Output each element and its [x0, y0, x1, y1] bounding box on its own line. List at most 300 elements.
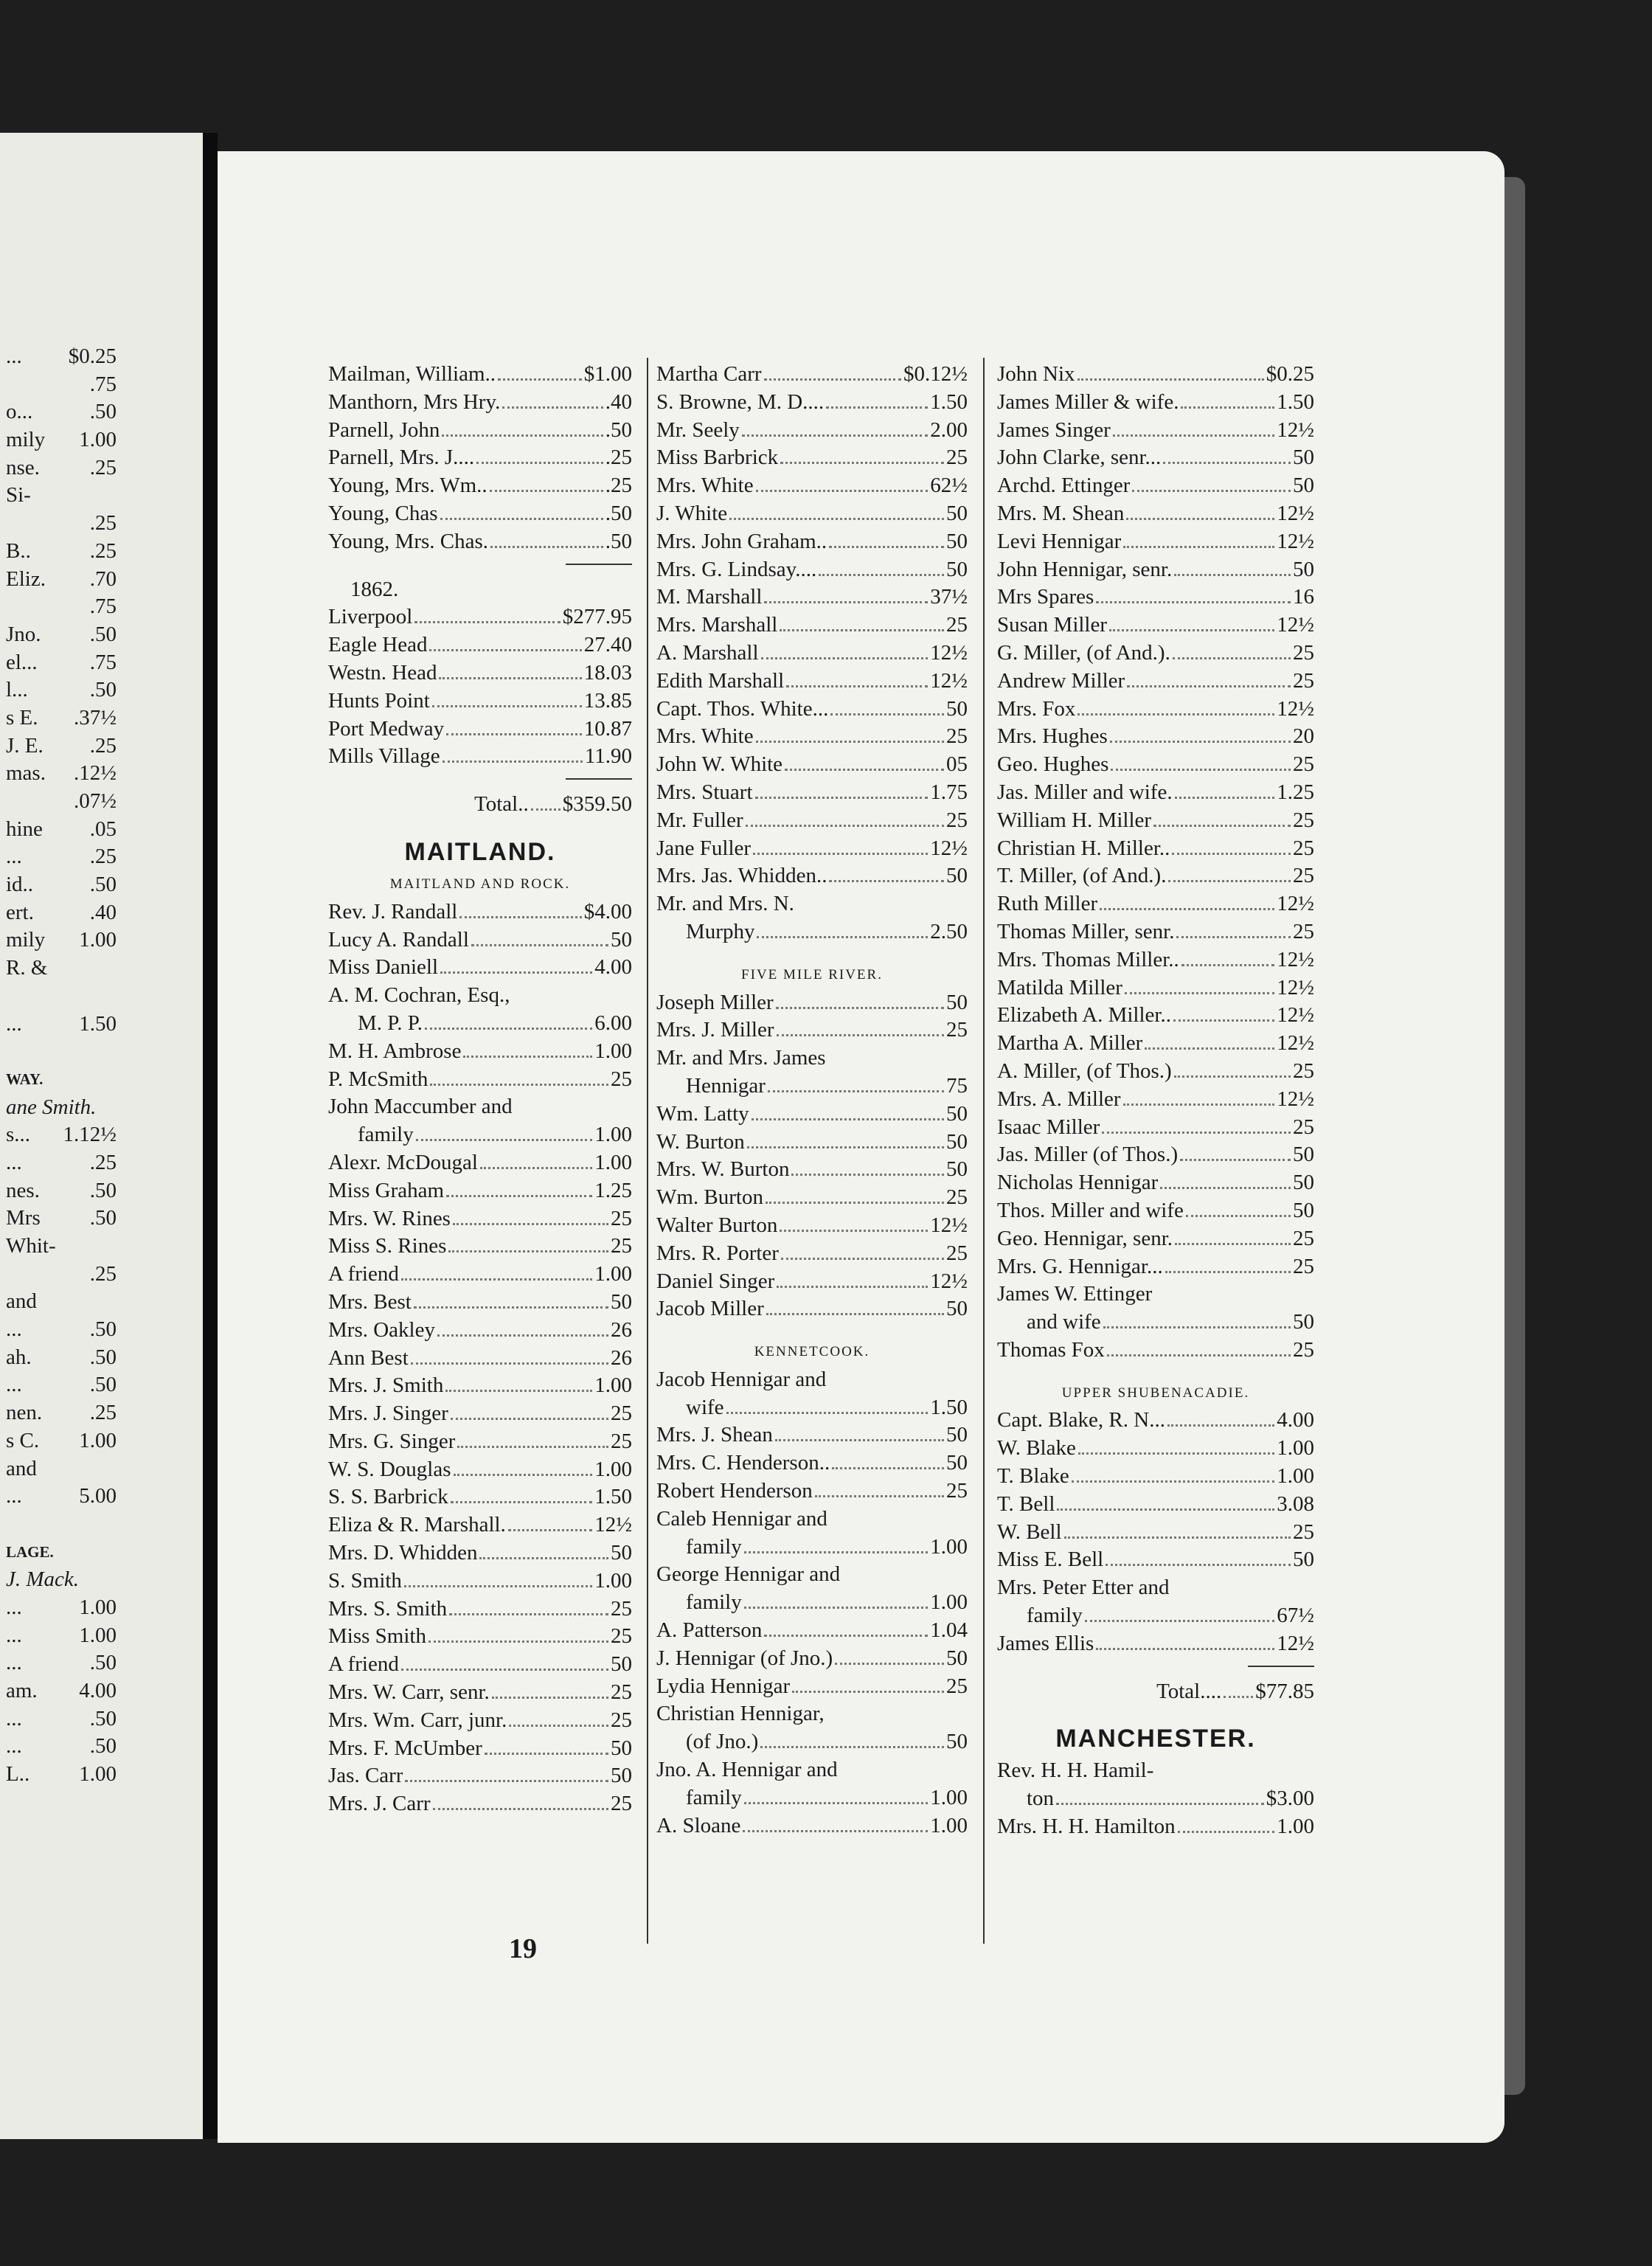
- entry-amount: .75: [89, 595, 117, 619]
- entry-name: Miss Graham: [328, 1178, 445, 1202]
- dot-leader: [485, 1753, 608, 1755]
- entry-name: ...: [6, 1317, 22, 1342]
- left-page-row: [6, 704, 117, 732]
- entry-amount: 4.00: [594, 955, 632, 980]
- entry-row: [656, 835, 968, 863]
- left-page-row: [6, 482, 117, 510]
- entry-amount: 50: [946, 1451, 968, 1475]
- dot-leader: [416, 1139, 593, 1141]
- entry-row: [997, 1435, 1314, 1463]
- entry-amount: 50: [946, 1101, 968, 1126]
- entry-name: Thos. Miller and wife: [997, 1198, 1184, 1222]
- total-row: [328, 791, 632, 819]
- dot-leader: [490, 490, 603, 492]
- entry-name: Mrs. J. Smith: [328, 1373, 444, 1398]
- left-page-row: [6, 1705, 117, 1733]
- entry-amount: 10.87: [583, 716, 632, 741]
- entry-row: [656, 1073, 968, 1101]
- left-page-row: [6, 1733, 117, 1761]
- entry-row: [997, 696, 1314, 724]
- entry-amount: 12½: [1277, 417, 1314, 442]
- entry-name: Mrs. W. Burton: [656, 1157, 790, 1182]
- entry-name: Mrs. White: [656, 724, 754, 749]
- entry-row: [328, 743, 632, 771]
- entry-row: [656, 1129, 968, 1157]
- dot-leader: [764, 601, 928, 603]
- left-page-row: [6, 788, 117, 816]
- entry-amount: 1.04: [930, 1618, 968, 1643]
- entry-row: [997, 1002, 1314, 1030]
- dot-leader: [446, 1195, 592, 1197]
- column-divider: [983, 358, 985, 1944]
- entry-amount: 50: [1293, 474, 1314, 498]
- left-page-row: [6, 343, 117, 371]
- entry-row: [328, 898, 632, 926]
- entry-amount: 1.25: [594, 1178, 632, 1202]
- entry-row: [997, 640, 1314, 668]
- entry-amount: 12½: [1277, 1031, 1314, 1056]
- dot-leader: [776, 1007, 944, 1009]
- entry-amount: 12½: [930, 1213, 968, 1237]
- entry-name: Miss Smith: [328, 1624, 426, 1649]
- entry-amount: 25: [611, 1067, 632, 1091]
- entry-row: [997, 862, 1314, 890]
- entry-name: ...: [6, 845, 22, 869]
- entry-row: [328, 1400, 632, 1428]
- dot-leader: [1160, 1187, 1291, 1189]
- entry-amount: 25: [946, 1018, 968, 1042]
- column-divider: [647, 358, 648, 1944]
- entry-row: [997, 779, 1314, 807]
- entry-amount: 12½: [930, 640, 968, 665]
- entry-amount: 12½: [1277, 975, 1314, 999]
- left-page-row: [6, 1205, 117, 1233]
- entry-amount: 5.00: [79, 1484, 117, 1508]
- entry-name: Mrs. Wm. Carr, junr.: [328, 1708, 507, 1732]
- entry-name: hine: [6, 817, 43, 841]
- section-subheading: UPPER SHUBENACADIE.: [1061, 1385, 1250, 1401]
- entry-name: W. Blake: [997, 1436, 1076, 1461]
- dot-leader: [404, 1585, 592, 1587]
- entry-name: A. Miller, (of Thos.): [997, 1058, 1172, 1083]
- entry-row: [997, 723, 1314, 751]
- dot-leader: [401, 1278, 592, 1281]
- entry-amount: .50: [89, 678, 117, 702]
- entry-amount: 12½: [1277, 1631, 1314, 1655]
- dot-leader: [442, 760, 583, 763]
- entry-row: [328, 361, 632, 389]
- dot-leader: [1123, 546, 1274, 548]
- entry-name: Martha Carr: [656, 362, 762, 386]
- entry-amount: .50: [89, 1178, 117, 1202]
- entry-row: [997, 1491, 1314, 1519]
- entry-amount: 25: [946, 1479, 968, 1503]
- entry-text: John Maccumber and: [328, 1095, 513, 1119]
- entry-name: Elizabeth A. Miller..: [997, 1003, 1171, 1028]
- entry-name: family: [686, 1785, 742, 1809]
- entry-amount: 13.85: [583, 688, 632, 713]
- dot-leader: [761, 657, 929, 659]
- entry-row: [997, 946, 1314, 974]
- entry-name: W. Burton: [656, 1129, 745, 1154]
- entry-amount: .25: [89, 1401, 117, 1425]
- entry-amount: 1.00: [1277, 1436, 1314, 1461]
- left-page-row: [6, 732, 117, 760]
- entry-name: Edith Marshall: [656, 668, 785, 693]
- entry-amount: 12½: [1277, 613, 1314, 637]
- entry-name: Westn. Head: [328, 660, 437, 685]
- entry-name: Young, Mrs. Wm..: [328, 474, 487, 498]
- dot-leader: [1123, 1103, 1275, 1106]
- entry-row: [656, 361, 968, 389]
- entry-row: [656, 1295, 968, 1323]
- entry-name: W. Bell: [997, 1520, 1062, 1544]
- entry-name: A friend: [328, 1262, 399, 1286]
- left-page-row: [6, 676, 117, 704]
- entry-row: [328, 1177, 632, 1205]
- left-page-row: [6, 1066, 117, 1094]
- entry-amount: .50: [89, 873, 117, 897]
- entry-amount: 1.00: [930, 1590, 968, 1615]
- entry-amount: 12½: [1277, 529, 1314, 553]
- entry-amount: 50: [946, 1423, 968, 1447]
- entry-row: [656, 556, 968, 584]
- entry-amount: .12½: [74, 761, 117, 786]
- dot-leader: [1167, 1424, 1274, 1427]
- entry-amount: .50: [89, 622, 117, 646]
- entry-row: [997, 1169, 1314, 1197]
- entry-name: Mrs. Stuart: [656, 780, 753, 804]
- entry-amount: .50: [605, 529, 632, 553]
- entry-amount: 50: [1293, 1143, 1314, 1167]
- entry-name: Mrs. J. Miller: [656, 1018, 774, 1042]
- entry-amount: 25: [611, 1234, 632, 1258]
- entry-row: [656, 862, 968, 890]
- entry-row: [997, 1141, 1314, 1169]
- entry-name: Miss Barbrick: [656, 446, 779, 470]
- entry-row: [328, 1651, 632, 1679]
- entry-name: Total..: [474, 792, 529, 817]
- book-gutter: [203, 133, 218, 2139]
- total-rule: [566, 778, 632, 791]
- dot-leader: [1126, 518, 1274, 520]
- entry-name: Thomas Fox: [997, 1337, 1105, 1362]
- entry-name: Lydia Hennigar: [656, 1674, 791, 1698]
- entry-row: [997, 1519, 1314, 1547]
- left-page-row: [6, 1038, 117, 1066]
- entry-name: ane Smith.: [6, 1095, 97, 1119]
- entry-amount: 25: [1293, 836, 1314, 860]
- dot-leader: [479, 1557, 608, 1559]
- entry-name: Mrs. S. Smith: [328, 1596, 448, 1621]
- left-page-row: [6, 538, 117, 566]
- dot-leader: [509, 1725, 608, 1727]
- entry-row: [997, 1030, 1314, 1058]
- entry-text: Christian Hennigar,: [656, 1702, 825, 1726]
- dot-leader: [1186, 1215, 1291, 1217]
- left-page-row: [6, 510, 117, 538]
- entry-amount: 25: [1293, 752, 1314, 777]
- entry-amount: 12½: [930, 668, 968, 693]
- entry-row: [997, 1114, 1314, 1142]
- dot-leader: [1180, 1159, 1291, 1161]
- entry-row: [656, 1784, 968, 1812]
- entry-amount: 1.50: [79, 1011, 117, 1036]
- dot-leader: [743, 1830, 928, 1832]
- left-page-row: [6, 398, 117, 426]
- left-page-row: [6, 1121, 117, 1149]
- entry-name: Mrs. W. Rines: [328, 1206, 451, 1230]
- entry-row: [997, 1546, 1314, 1574]
- entry-row: [997, 417, 1314, 445]
- dot-leader: [498, 378, 582, 381]
- entry-name: id..: [6, 873, 34, 897]
- entry-amount: 12½: [1277, 947, 1314, 971]
- entry-amount: 12½: [1277, 1087, 1314, 1111]
- entry-row: [997, 1197, 1314, 1225]
- entry-name: am.: [6, 1679, 38, 1702]
- spacer: [997, 1365, 1314, 1379]
- total-rule: [1248, 1666, 1314, 1678]
- entry-amount: 25: [946, 1185, 968, 1210]
- entry-amount: .25: [89, 1150, 117, 1174]
- entry-amount: .50: [89, 1706, 117, 1730]
- entry-amount: 50: [946, 1730, 968, 1754]
- entry-amount: 1.00: [594, 1123, 632, 1147]
- entry-text: Rev. H. H. Hamil-: [997, 1759, 1154, 1783]
- dot-leader: [437, 1334, 608, 1337]
- dot-leader: [756, 741, 944, 743]
- entry-name: Mrs. G. Singer: [328, 1429, 456, 1453]
- entry-row: [997, 611, 1314, 640]
- dot-leader: [781, 1258, 944, 1260]
- entry-row: [328, 659, 632, 687]
- dot-leader: [1132, 490, 1291, 492]
- dot-leader: [1172, 853, 1291, 855]
- entry-row: [328, 1456, 632, 1484]
- dot-leader: [1113, 434, 1274, 437]
- column-1: [328, 361, 632, 1818]
- entry-row: [328, 1511, 632, 1539]
- entry-name: P. McSmith: [328, 1067, 428, 1091]
- entry-row: [656, 1394, 968, 1422]
- entry-amount: 3.08: [1277, 1491, 1314, 1516]
- entry-amount: 50: [946, 1297, 968, 1321]
- entry-amount: 50: [611, 1736, 632, 1760]
- entry-amount: 50: [1293, 446, 1314, 470]
- left-page-row: [6, 1316, 117, 1344]
- dot-leader: [815, 1495, 944, 1497]
- entry-text: George Hennigar and: [656, 1562, 841, 1587]
- entry-name: ...: [6, 1484, 22, 1508]
- total-rule: [566, 564, 632, 576]
- entry-row: [328, 1567, 632, 1595]
- entry-name: Port Medway: [328, 716, 445, 741]
- entry-name: ...: [6, 1595, 22, 1619]
- entry-name: J. E.: [6, 733, 44, 758]
- section-subheading: MAITLAND AND ROCK.: [389, 876, 571, 892]
- entry-name: Martha A. Miller: [997, 1031, 1143, 1056]
- entry-amount: 1.00: [1277, 1815, 1314, 1839]
- entry-amount: 25: [611, 1624, 632, 1649]
- dot-leader: [1168, 880, 1291, 882]
- entry-amount: .50: [89, 400, 117, 424]
- entry-amount: 50: [946, 557, 968, 581]
- dot-leader: [792, 1691, 944, 1693]
- dot-leader: [791, 1174, 944, 1176]
- entry-row: [328, 1345, 632, 1373]
- entry-name: Mrs. G. Lindsay....: [656, 557, 817, 581]
- entry-row: [328, 1623, 632, 1651]
- entry-amount: 25: [946, 1674, 968, 1698]
- entry-row: [328, 631, 632, 659]
- entry-amount: 12½: [594, 1513, 632, 1537]
- dot-leader: [429, 649, 581, 651]
- entry-amount: 12½: [1277, 892, 1314, 916]
- entry-name: Jas. Miller and wife.: [997, 780, 1173, 804]
- dot-leader: [448, 1250, 608, 1252]
- entry-name: Archd. Ettinger: [997, 474, 1131, 498]
- left-page-row: [6, 454, 117, 482]
- dot-leader: [826, 406, 928, 409]
- entry-amount: 75: [946, 1073, 968, 1098]
- entry-name: s...: [6, 1123, 31, 1147]
- entry-amount: 25: [946, 613, 968, 637]
- dot-leader: [1110, 741, 1291, 743]
- dot-leader: [1106, 1564, 1291, 1566]
- spacer: [656, 946, 968, 961]
- entry-amount: 16: [1293, 585, 1314, 609]
- dot-leader: [835, 1663, 944, 1665]
- entry-name: J. White: [656, 501, 728, 525]
- dot-leader: [1181, 964, 1274, 966]
- entry-amount: 1.00: [594, 1150, 632, 1174]
- entry-row: [328, 1038, 632, 1066]
- entry-name: Wm. Burton: [656, 1185, 763, 1210]
- dot-leader: [777, 1034, 945, 1036]
- entry-row: [656, 1812, 968, 1840]
- entry-name: Hunts Point: [328, 688, 430, 713]
- entry-name: s C.: [6, 1428, 40, 1452]
- dot-leader: [1057, 1508, 1274, 1511]
- entry-name: Jane Fuller: [656, 836, 752, 860]
- entry-amount: 1.00: [930, 1534, 968, 1559]
- entry-amount: $359.50: [562, 792, 632, 817]
- entry-row: [997, 1463, 1314, 1491]
- entry-row: [997, 890, 1314, 918]
- dot-leader: [1096, 1648, 1274, 1650]
- entry-row: [997, 1058, 1314, 1086]
- entry-name: family: [686, 1590, 742, 1615]
- entry-name: Mrs. White: [656, 474, 754, 498]
- entry-name: Mrs. W. Carr, senr.: [328, 1680, 490, 1705]
- entry-name: Mrs. Hughes: [997, 724, 1108, 749]
- entry-name: Susan Miller: [997, 613, 1108, 637]
- dot-leader: [746, 825, 944, 827]
- entry-name: Christian H. Miller..: [997, 836, 1170, 860]
- entry-row: [656, 1268, 968, 1296]
- left-page-row: [6, 1399, 117, 1427]
- entry-name: Jno.: [6, 622, 41, 646]
- entry-name: Total....: [1156, 1679, 1222, 1703]
- entry-amount: .70: [89, 566, 117, 591]
- entry-amount: 6.00: [594, 1011, 632, 1035]
- entry-row: [656, 723, 968, 751]
- entry-name: Ruth Miller: [997, 892, 1098, 916]
- entry-name: Manthorn, Mrs Hry.: [328, 389, 501, 414]
- entry-amount: 1.12½: [63, 1123, 117, 1147]
- entry-amount: 20: [1293, 724, 1314, 749]
- entry-row: [997, 1630, 1314, 1658]
- dot-leader: [726, 1412, 929, 1414]
- entry-row: [997, 500, 1314, 528]
- entry-name: Miss S. Rines: [328, 1234, 447, 1258]
- entry-name: Levi Hennigar: [997, 529, 1122, 553]
- entry-amount: 25: [1293, 1520, 1314, 1544]
- left-page-row: [6, 983, 117, 1011]
- entry-row: [997, 1602, 1314, 1630]
- entry-name: G. Miller, (of And.).: [997, 640, 1170, 665]
- entry-name: Young, Mrs. Chas.: [328, 529, 489, 553]
- left-page-row: [6, 1261, 117, 1289]
- entry-name: Daniel Singer: [656, 1269, 775, 1293]
- entry-row: [328, 1317, 632, 1345]
- entry-amount: .50: [89, 1651, 117, 1675]
- entry-name: ...: [6, 1623, 22, 1647]
- entry-amount: .40: [605, 389, 632, 414]
- left-page-column: [6, 343, 117, 1789]
- dot-leader: [729, 518, 944, 520]
- dot-leader: [428, 1640, 608, 1643]
- entry-row: [997, 918, 1314, 946]
- dot-leader: [785, 769, 944, 771]
- entry-name: A. Patterson: [656, 1618, 763, 1643]
- entry-name: Lucy A. Randall: [328, 927, 469, 952]
- entry-row: [656, 1156, 968, 1184]
- entry-name: Geo. Hennigar, senr.: [997, 1226, 1173, 1250]
- previous-page-fragment: [0, 133, 203, 2139]
- entry-name: John W. White: [656, 752, 783, 777]
- entry-amount: $77.85: [1255, 1679, 1314, 1703]
- entry-amount: 25: [1293, 808, 1314, 832]
- section-subheading: FIVE MILE RIVER.: [741, 966, 883, 983]
- left-page-row: [6, 816, 117, 844]
- entry-amount: 12½: [1277, 1003, 1314, 1028]
- dot-leader: [747, 1146, 944, 1148]
- entry-amount: $0.12½: [903, 362, 968, 386]
- entry-row: [997, 389, 1314, 417]
- left-page-row: [6, 1344, 117, 1372]
- entry-row: [656, 989, 968, 1017]
- entry-name: M. H. Ambrose: [328, 1039, 462, 1063]
- dot-leader: [490, 546, 603, 548]
- dot-leader: [1077, 713, 1274, 716]
- entry-amount: 50: [946, 696, 968, 721]
- dot-leader: [1224, 1696, 1253, 1698]
- dot-leader: [766, 1313, 944, 1315]
- entry-name: William H. Miller: [997, 808, 1152, 832]
- entry-row: [656, 1212, 968, 1240]
- entry-row: [997, 751, 1314, 779]
- dot-leader: [1181, 406, 1274, 409]
- entry-amount: 1.00: [79, 1762, 117, 1787]
- dot-leader: [451, 1418, 608, 1420]
- entry-amount: 50: [1293, 1171, 1314, 1195]
- spacer: [656, 1323, 968, 1338]
- dot-leader: [1056, 1803, 1264, 1805]
- entry-text: A. M. Cochran, Esq.,: [328, 983, 510, 1008]
- entry-amount: .75: [89, 650, 117, 674]
